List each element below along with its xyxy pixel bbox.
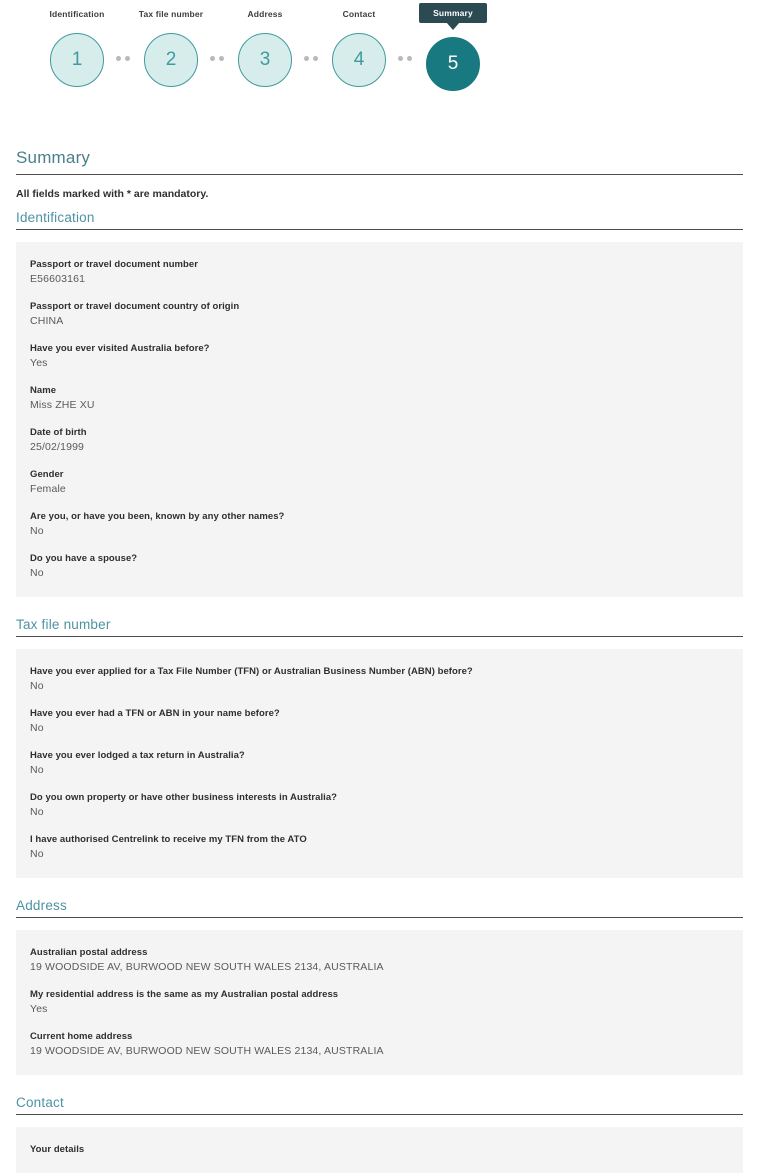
field-label: Passport or travel document number [30,259,198,270]
summary-content [0,148,759,1173]
field-label: Passport or travel document country of origin [30,301,240,312]
field-value: 19 WOODSIDE AV, BURWOOD NEW SOUTH WALES 2134, AUSTRALIA [30,1045,384,1057]
section-panel [16,930,743,1075]
summary-field [30,384,743,413]
field-value: Yes [30,1003,48,1015]
field-value: CHINA [30,315,64,327]
field-value: E56603161 [30,273,86,285]
field-label: Gender [30,469,64,480]
field-label: Are you, or have you been, known by any other names? [30,511,285,522]
step-label: Summary [419,3,487,23]
field-value: No [30,764,44,776]
field-label: Have you ever visited Australia before? [30,343,210,354]
field-value: 19 WOODSIDE AV, BURWOOD NEW SOUTH WALES 2134, AUSTRALIA [30,961,384,973]
field-value: No [30,567,44,579]
field-label: Have you ever applied for a Tax File Number (TFN) or Australian Business Number (ABN) before? [30,666,473,677]
step-number-circle[interactable]: 5 [426,37,480,91]
field-label: I have authorised Centrelink to receive my TFN from the ATO [30,834,307,845]
summary-field [30,946,743,975]
section-contact [16,1095,743,1173]
summary-field [30,342,743,371]
page-title: Summary [16,148,743,175]
section-title: Address [16,898,743,918]
field-value: No [30,848,44,860]
field-value: Miss ZHE XU [30,399,95,411]
summary-field [30,426,743,455]
stepper-step-contact[interactable] [312,8,406,87]
field-label: Have you ever had a TFN or ABN in your name before? [30,708,280,719]
section-panel [16,649,743,878]
summary-field [30,300,743,329]
section-title: Tax file number [16,617,743,637]
field-label: Date of birth [30,427,87,438]
stepper-step-tax-file-number[interactable] [124,8,218,87]
field-value: No [30,722,44,734]
field-value: No [30,680,44,692]
field-label: My residential address is the same as my Australian postal address [30,989,339,1000]
section-address [16,898,743,1075]
step-number-circle[interactable]: 1 [50,33,104,87]
section-identification [16,210,743,597]
step-label: Identification [49,9,105,19]
section-title: Identification [16,210,743,230]
section-title: Contact [16,1095,743,1115]
summary-field [30,988,743,1017]
section-tax-file-number [16,617,743,878]
field-value: No [30,525,44,537]
field-label: Your details [30,1144,85,1155]
summary-field [30,665,743,694]
step-number-circle[interactable]: 2 [144,33,198,87]
step-number-circle[interactable]: 4 [332,33,386,87]
summary-field [30,468,743,497]
step-label: Contact [342,9,376,19]
field-label: Do you have a spouse? [30,553,138,564]
field-label: Current home address [30,1031,133,1042]
step-label: Tax file number [138,9,204,19]
step-number-circle[interactable]: 3 [238,33,292,87]
field-value: No [30,806,44,818]
field-label: Australian postal address [30,947,148,958]
section-panel [16,1127,743,1173]
field-label: Have you ever lodged a tax return in Australia? [30,750,245,761]
stepper-step-identification[interactable] [30,8,124,87]
section-panel [16,242,743,597]
stepper-step-summary[interactable] [406,8,500,91]
sections-container [16,210,743,1173]
summary-field [30,1030,743,1059]
summary-field [30,552,743,581]
field-value: 25/02/1999 [30,441,85,453]
field-value: Yes [30,357,48,369]
summary-field [30,1143,743,1156]
stepper-steps [30,8,500,91]
stepper-step-address[interactable] [218,8,312,87]
summary-field [30,833,743,862]
summary-field [30,258,743,287]
field-label: Name [30,385,57,396]
summary-field [30,749,743,778]
summary-field [30,510,743,539]
progress-stepper [0,0,759,120]
field-value: Female [30,483,66,495]
summary-field [30,707,743,736]
summary-field [30,791,743,820]
step-label: Address [247,9,283,19]
field-label: Do you own property or have other business interests in Australia? [30,792,338,803]
mandatory-note: All fields marked with * are mandatory. [16,188,209,200]
